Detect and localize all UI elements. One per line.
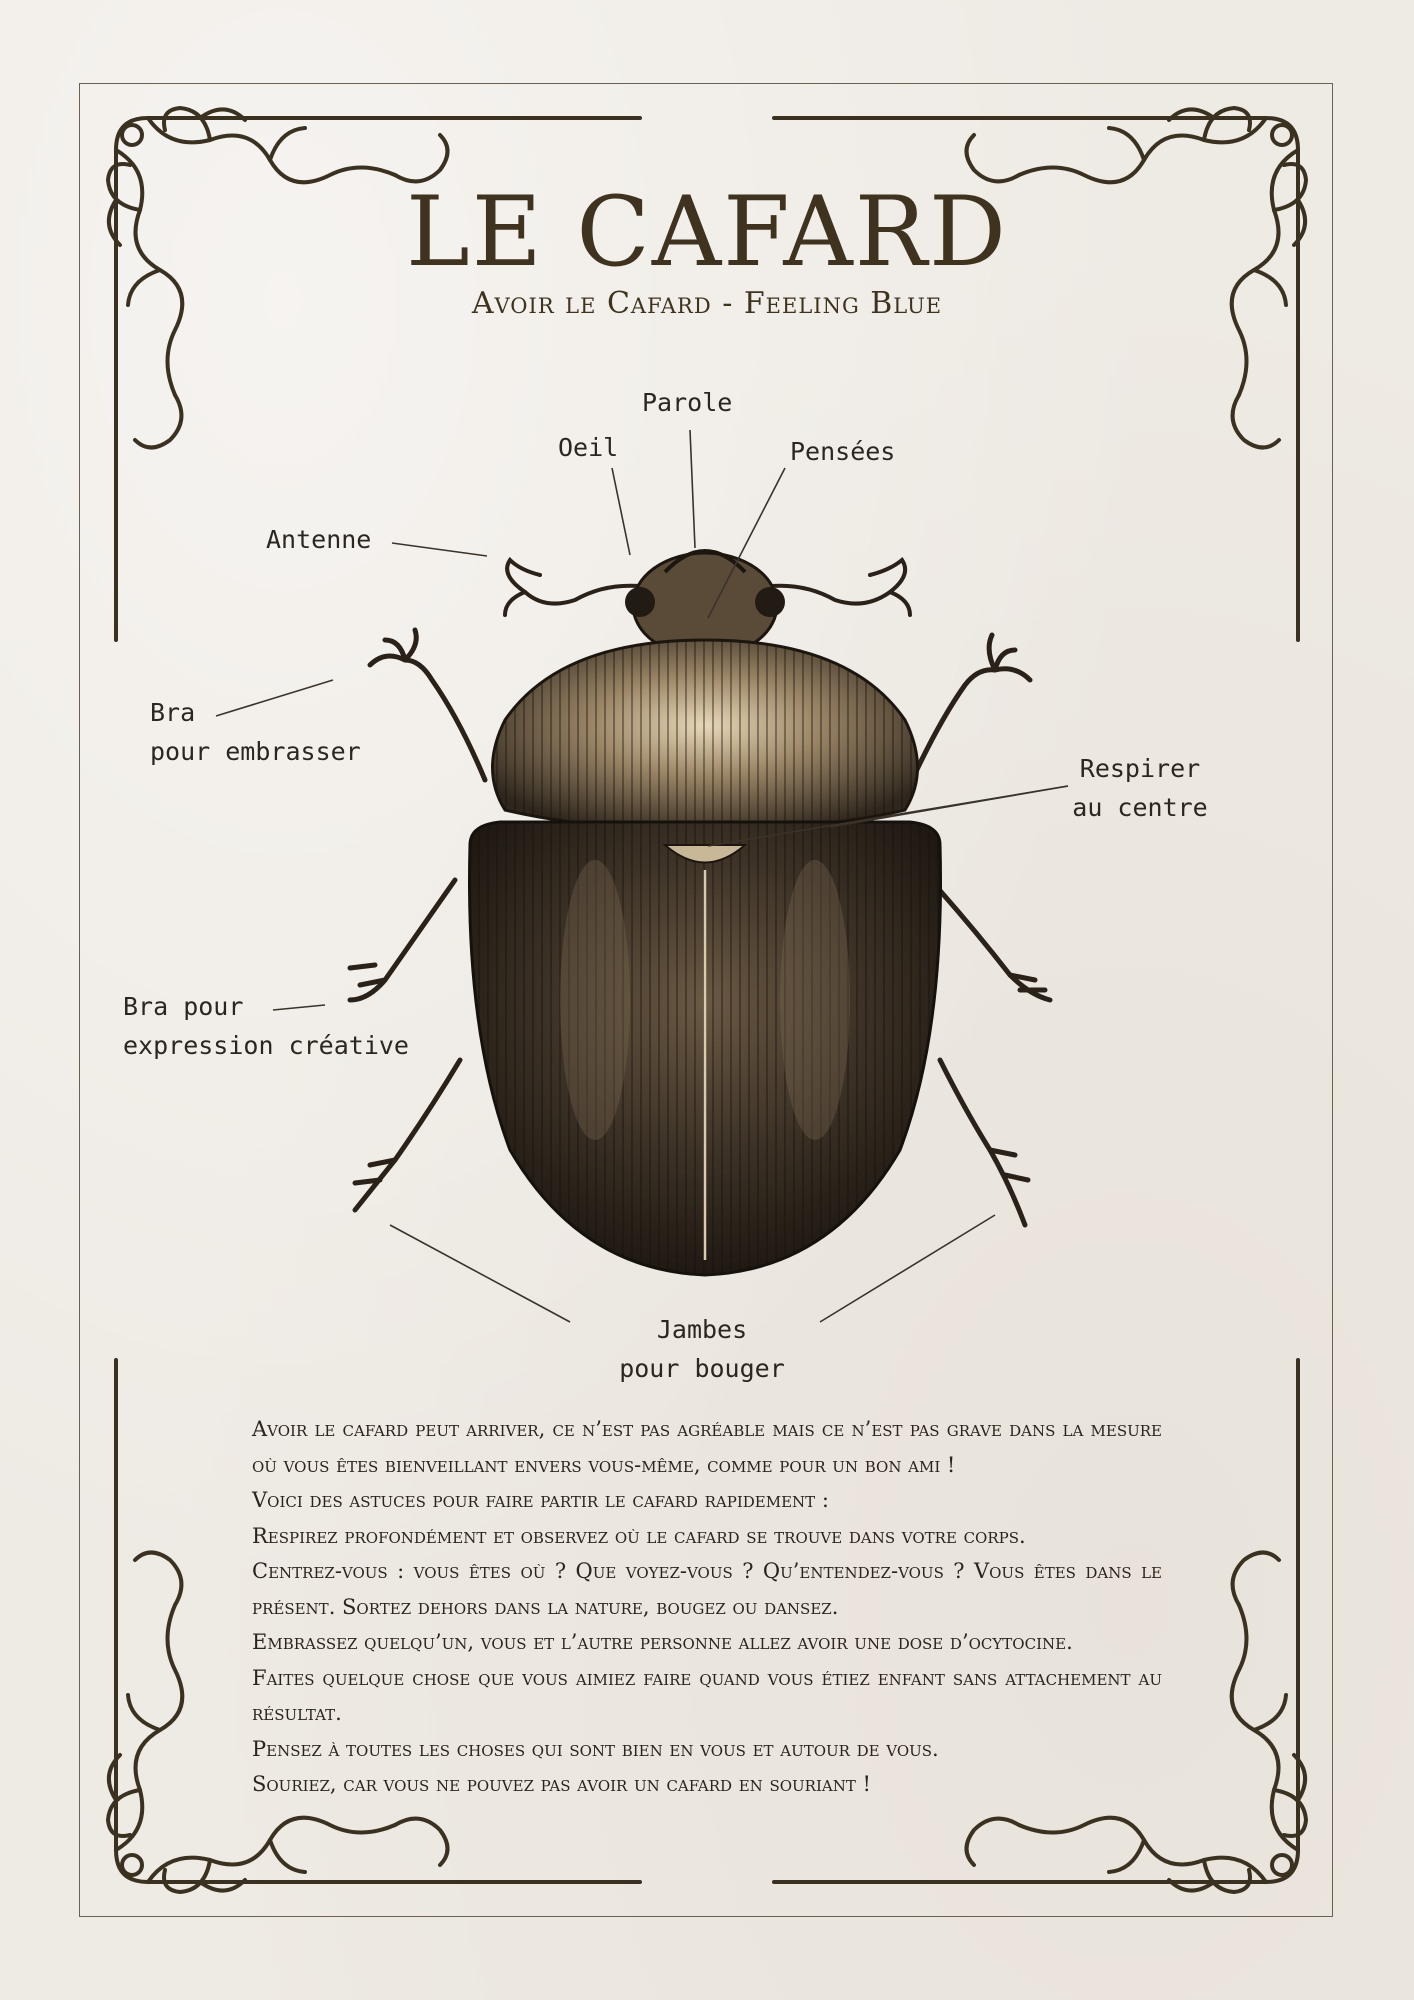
page-title: LE CAFARD bbox=[406, 176, 1008, 288]
advice-text bbox=[252, 1412, 1162, 1803]
label-pensees: Pensées bbox=[790, 437, 896, 466]
page-subtitle: Avoir le Cafard - Feeling Blue bbox=[471, 286, 943, 321]
paragraph-intro: Avoir le cafard peut arriver, ce n’est pas agréable mais ce n’est pas grave dans la mesure où vous êtes bienveillant envers vous-même, comme pour un bon ami ! bbox=[252, 1417, 1162, 1477]
label-jambes bbox=[596, 1310, 808, 1388]
label-respirer-line-1: Respirer bbox=[1079, 754, 1201, 783]
label-jambes-line-2: pour bouger bbox=[619, 1354, 785, 1383]
label-bras-embrasser bbox=[150, 693, 361, 771]
paragraph-hug: Embrassez quelqu’un, vous et l’autre personne allez avoir une dose d’ocytocine. bbox=[252, 1630, 1073, 1654]
label-parole: Parole bbox=[642, 388, 733, 417]
label-oeil: Oeil bbox=[558, 433, 619, 462]
paragraph-tips-heading: Voici des astuces pour faire partir le cafard rapidement : bbox=[252, 1488, 829, 1512]
label-bras-embrasser-line-2: pour embrasser bbox=[150, 737, 361, 766]
paragraph-smile: Souriez, car vous ne pouvez pas avoir un cafard en souriant ! bbox=[252, 1772, 871, 1796]
label-bras-creative bbox=[123, 987, 409, 1065]
paragraph-center: Centrez-vous : vous êtes où ? Que voyez-vous ? Qu’entendez-vous ? Vous êtes dans le présent. Sortez dehors dans la nature, bougez ou dansez. bbox=[252, 1559, 1162, 1619]
label-antenne: Antenne bbox=[266, 525, 372, 554]
label-bras-embrasser-line-1: Bra bbox=[150, 698, 196, 727]
label-bras-creative-line-1: Bra pour bbox=[123, 992, 244, 1021]
paragraph-childhood: Faites quelque chose que vous aimiez faire quand vous étiez enfant sans attachement au résultat. bbox=[252, 1665, 1162, 1725]
paragraph-breathe: Respirez profondément et observez où le cafard se trouve dans votre corps. bbox=[252, 1523, 1026, 1548]
paragraph-gratitude: Pensez à toutes les choses qui sont bien en vous et autour de vous. bbox=[252, 1736, 939, 1761]
label-bras-creative-line-2: expression créative bbox=[123, 1031, 409, 1060]
label-jambes-line-1: Jambes bbox=[656, 1315, 748, 1344]
label-respirer-line-2: au centre bbox=[1072, 793, 1208, 822]
label-respirer bbox=[1068, 749, 1212, 827]
